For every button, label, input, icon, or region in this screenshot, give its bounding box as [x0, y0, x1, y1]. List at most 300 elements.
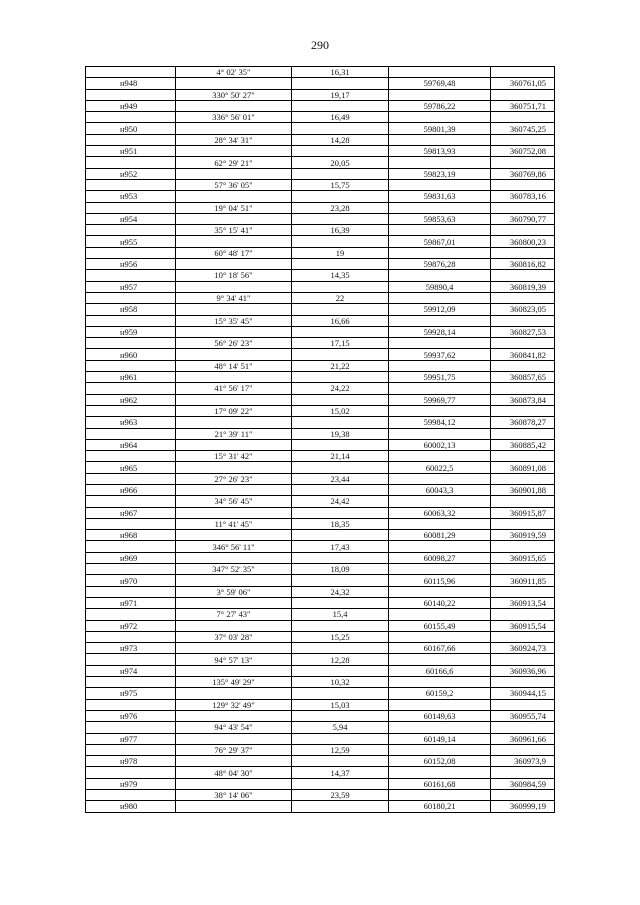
segment-row [86, 722, 555, 733]
cell-angle [176, 326, 292, 337]
cell-angle [176, 552, 292, 563]
segment-row [86, 67, 555, 78]
cell-dist [292, 597, 389, 608]
cell-y [491, 518, 555, 529]
cell-dist [292, 78, 389, 89]
cell-y: 360752,08 [491, 146, 555, 157]
cell-name: н971 [86, 597, 176, 608]
cell-y: 360769,86 [491, 168, 555, 179]
cell-y: 360924,73 [491, 643, 555, 654]
point-row [86, 643, 555, 654]
segment-row [86, 677, 555, 688]
cell-dist: 24,32 [292, 586, 389, 597]
cell-x: 60115,96 [389, 575, 491, 586]
cell-y [491, 338, 555, 349]
cell-x [389, 89, 491, 100]
cell-y [491, 157, 555, 168]
cell-name: н955 [86, 236, 176, 247]
cell-dist: 18,09 [292, 564, 389, 575]
cell-x: 59890,4 [389, 281, 491, 292]
point-row [86, 78, 555, 89]
cell-y: 360800,23 [491, 236, 555, 247]
cell-dist: 15,4 [292, 609, 389, 620]
cell-name: н950 [86, 123, 176, 134]
cell-y [491, 451, 555, 462]
cell-name: н960 [86, 349, 176, 360]
cell-dist: 16,39 [292, 225, 389, 236]
cell-y [491, 428, 555, 439]
cell-name: н963 [86, 417, 176, 428]
cell-y: 360790,77 [491, 213, 555, 224]
segment-row [86, 338, 555, 349]
cell-x [389, 270, 491, 281]
cell-angle: 56° 26' 23" [176, 338, 292, 349]
point-row [86, 123, 555, 134]
cell-x [389, 202, 491, 213]
cell-name [86, 518, 176, 529]
cell-x [389, 767, 491, 778]
cell-y: 360891,08 [491, 462, 555, 473]
point-row [86, 417, 555, 428]
cell-y [491, 89, 555, 100]
cell-angle: 336° 56' 01" [176, 112, 292, 123]
cell-name [86, 564, 176, 575]
point-row [86, 801, 555, 812]
cell-dist [292, 710, 389, 721]
cell-angle: 129° 32' 49" [176, 699, 292, 710]
cell-y: 360944,15 [491, 688, 555, 699]
cell-y [491, 767, 555, 778]
cell-dist: 17,43 [292, 541, 389, 552]
cell-name [86, 699, 176, 710]
cell-y: 360936,96 [491, 665, 555, 676]
cell-angle: 34° 56' 45" [176, 496, 292, 507]
cell-dist [292, 484, 389, 495]
cell-name: н972 [86, 620, 176, 631]
cell-y: 360984,59 [491, 778, 555, 789]
cell-name [86, 67, 176, 78]
cell-dist: 14,35 [292, 270, 389, 281]
cell-dist: 12,59 [292, 744, 389, 755]
cell-x: 60152,08 [389, 756, 491, 767]
cell-x [389, 654, 491, 665]
cell-angle [176, 688, 292, 699]
cell-dist [292, 146, 389, 157]
cell-angle: 15° 35' 45" [176, 315, 292, 326]
cell-x: 59984,12 [389, 417, 491, 428]
cell-angle [176, 801, 292, 812]
cell-x [389, 722, 491, 733]
cell-x: 59937,62 [389, 349, 491, 360]
cell-y: 360878,27 [491, 417, 555, 428]
cell-angle: 3° 59' 06" [176, 586, 292, 597]
cell-angle [176, 733, 292, 744]
cell-x [389, 67, 491, 78]
point-row [86, 372, 555, 383]
cell-angle: 57° 36' 05" [176, 179, 292, 190]
segment-row [86, 315, 555, 326]
cell-name: н964 [86, 439, 176, 450]
cell-dist: 15,03 [292, 699, 389, 710]
cell-dist [292, 259, 389, 270]
cell-dist: 21,22 [292, 360, 389, 371]
cell-y [491, 270, 555, 281]
cell-angle: 10° 18' 56" [176, 270, 292, 281]
point-row [86, 778, 555, 789]
segment-row [86, 609, 555, 620]
segment-row [86, 767, 555, 778]
cell-x: 59769,48 [389, 78, 491, 89]
point-row [86, 484, 555, 495]
cell-name: н969 [86, 552, 176, 563]
segment-row [86, 157, 555, 168]
cell-name: н979 [86, 778, 176, 789]
cell-y: 360857,65 [491, 372, 555, 383]
cell-x: 60002,13 [389, 439, 491, 450]
cell-dist: 14,28 [292, 134, 389, 145]
cell-y: 360761,05 [491, 78, 555, 89]
cell-y [491, 654, 555, 665]
point-row [86, 146, 555, 157]
cell-x: 59928,14 [389, 326, 491, 337]
segment-row [86, 564, 555, 575]
cell-name [86, 654, 176, 665]
cell-name: н967 [86, 507, 176, 518]
cell-dist [292, 191, 389, 202]
cell-dist [292, 304, 389, 315]
cell-name: н948 [86, 78, 176, 89]
cell-name [86, 247, 176, 258]
cell-x: 60161,68 [389, 778, 491, 789]
cell-x [389, 157, 491, 168]
cell-y [491, 541, 555, 552]
segment-row [86, 473, 555, 484]
cell-angle: 41° 56' 17" [176, 383, 292, 394]
cell-y: 360816,82 [491, 259, 555, 270]
cell-dist: 16,31 [292, 67, 389, 78]
cell-dist: 16,66 [292, 315, 389, 326]
cell-x [389, 383, 491, 394]
cell-dist: 22 [292, 292, 389, 303]
cell-y: 360823,05 [491, 304, 555, 315]
point-row [86, 620, 555, 631]
cell-name: н968 [86, 530, 176, 541]
cell-y [491, 586, 555, 597]
cell-name: н952 [86, 168, 176, 179]
segment-row [86, 134, 555, 145]
cell-x [389, 473, 491, 484]
cell-dist [292, 123, 389, 134]
point-row [86, 733, 555, 744]
cell-name [86, 405, 176, 416]
cell-y: 360827,53 [491, 326, 555, 337]
cell-angle [176, 146, 292, 157]
cell-dist [292, 462, 389, 473]
cell-x: 59876,28 [389, 259, 491, 270]
point-row [86, 710, 555, 721]
cell-angle [176, 575, 292, 586]
segment-row [86, 428, 555, 439]
cell-dist [292, 665, 389, 676]
cell-name [86, 134, 176, 145]
point-row [86, 462, 555, 473]
cell-y [491, 179, 555, 190]
cell-dist [292, 417, 389, 428]
cell-dist [292, 213, 389, 224]
cell-x: 59951,75 [389, 372, 491, 383]
cell-y: 360973,9 [491, 756, 555, 767]
point-row [86, 213, 555, 224]
segment-row [86, 405, 555, 416]
cell-angle: 94° 43' 54" [176, 722, 292, 733]
cell-angle [176, 462, 292, 473]
cell-dist [292, 530, 389, 541]
point-row [86, 100, 555, 111]
cell-name [86, 225, 176, 236]
cell-name: н973 [86, 643, 176, 654]
cell-y [491, 315, 555, 326]
cell-y: 360911,85 [491, 575, 555, 586]
cell-x [389, 609, 491, 620]
cell-y [491, 677, 555, 688]
cell-name [86, 428, 176, 439]
cell-dist: 14,37 [292, 767, 389, 778]
cell-angle: 62° 29' 21" [176, 157, 292, 168]
point-row [86, 688, 555, 699]
cell-y [491, 722, 555, 733]
cell-dist [292, 778, 389, 789]
point-row [86, 756, 555, 767]
cell-y [491, 202, 555, 213]
cell-angle: 48° 14' 51" [176, 360, 292, 371]
cell-name [86, 112, 176, 123]
point-row [86, 575, 555, 586]
cell-y [491, 383, 555, 394]
segment-row [86, 89, 555, 100]
cell-angle [176, 281, 292, 292]
cell-name: н951 [86, 146, 176, 157]
segment-row [86, 586, 555, 597]
cell-dist [292, 688, 389, 699]
cell-angle: 330° 50' 27" [176, 89, 292, 100]
cell-x [389, 292, 491, 303]
cell-y: 360919,59 [491, 530, 555, 541]
cell-angle: 11° 41' 45" [176, 518, 292, 529]
cell-name: н975 [86, 688, 176, 699]
cell-x: 59831,63 [389, 191, 491, 202]
cell-y [491, 473, 555, 484]
cell-dist [292, 439, 389, 450]
cell-name [86, 292, 176, 303]
cell-x: 60098,27 [389, 552, 491, 563]
cell-y [491, 292, 555, 303]
cell-y: 360913,54 [491, 597, 555, 608]
cell-y [491, 67, 555, 78]
cell-x [389, 518, 491, 529]
cell-name: н961 [86, 372, 176, 383]
cell-angle: 60° 48' 17" [176, 247, 292, 258]
cell-angle [176, 756, 292, 767]
cell-x [389, 315, 491, 326]
cell-x: 60022,5 [389, 462, 491, 473]
cell-dist: 5,94 [292, 722, 389, 733]
cell-x [389, 134, 491, 145]
cell-name [86, 767, 176, 778]
cell-angle: 17° 09' 22" [176, 405, 292, 416]
cell-name: н970 [86, 575, 176, 586]
cell-y: 360819,39 [491, 281, 555, 292]
cell-dist [292, 643, 389, 654]
cell-y [491, 564, 555, 575]
cell-dist: 19,38 [292, 428, 389, 439]
cell-x: 60155,49 [389, 620, 491, 631]
cell-angle [176, 213, 292, 224]
segment-row [86, 654, 555, 665]
cell-x [389, 790, 491, 801]
segment-row [86, 202, 555, 213]
cell-dist: 12,28 [292, 654, 389, 665]
cell-dist [292, 756, 389, 767]
cell-name [86, 179, 176, 190]
point-row [86, 665, 555, 676]
cell-dist [292, 100, 389, 111]
cell-x [389, 360, 491, 371]
cell-y: 360751,71 [491, 100, 555, 111]
cell-y: 360885,42 [491, 439, 555, 450]
cell-dist: 24,42 [292, 496, 389, 507]
cell-x: 60159,2 [389, 688, 491, 699]
cell-name [86, 338, 176, 349]
cell-x [389, 338, 491, 349]
cell-dist: 15,02 [292, 405, 389, 416]
cell-angle: 347° 52' 35" [176, 564, 292, 575]
point-row [86, 281, 555, 292]
cell-angle [176, 304, 292, 315]
cell-y [491, 609, 555, 620]
cell-angle: 48° 04' 30" [176, 767, 292, 778]
cell-x [389, 112, 491, 123]
point-row [86, 439, 555, 450]
cell-angle [176, 123, 292, 134]
cell-x [389, 699, 491, 710]
cell-dist: 20,05 [292, 157, 389, 168]
cell-dist [292, 394, 389, 405]
cell-y: 360901,88 [491, 484, 555, 495]
cell-name: н953 [86, 191, 176, 202]
cell-dist [292, 552, 389, 563]
cell-angle [176, 78, 292, 89]
cell-dist [292, 349, 389, 360]
point-row [86, 597, 555, 608]
cell-y: 360999,19 [491, 801, 555, 812]
cell-angle [176, 259, 292, 270]
cell-dist [292, 168, 389, 179]
cell-angle [176, 643, 292, 654]
cell-y [491, 405, 555, 416]
cell-name: н965 [86, 462, 176, 473]
cell-dist: 23,44 [292, 473, 389, 484]
point-row [86, 236, 555, 247]
cell-x [389, 677, 491, 688]
cell-angle: 346° 56' 11" [176, 541, 292, 552]
cell-name: н957 [86, 281, 176, 292]
cell-name: н966 [86, 484, 176, 495]
cell-name: н959 [86, 326, 176, 337]
cell-y [491, 247, 555, 258]
segment-row [86, 292, 555, 303]
cell-x [389, 496, 491, 507]
cell-name [86, 790, 176, 801]
cell-angle: 94° 57' 13" [176, 654, 292, 665]
cell-x [389, 247, 491, 258]
cell-name [86, 89, 176, 100]
segment-row [86, 496, 555, 507]
cell-angle: 76° 29' 37" [176, 744, 292, 755]
cell-y [491, 631, 555, 642]
point-row [86, 168, 555, 179]
cell-x: 59912,09 [389, 304, 491, 315]
cell-name [86, 677, 176, 688]
cell-dist: 21,14 [292, 451, 389, 462]
cell-angle: 135° 49' 29" [176, 677, 292, 688]
cell-dist: 19,17 [292, 89, 389, 100]
cell-angle: 7° 27' 43" [176, 609, 292, 620]
cell-y: 360961,66 [491, 733, 555, 744]
cell-name: н949 [86, 100, 176, 111]
cell-name: н958 [86, 304, 176, 315]
point-row [86, 349, 555, 360]
coordinates-table [85, 66, 555, 813]
point-row [86, 552, 555, 563]
cell-dist [292, 372, 389, 383]
cell-name: н978 [86, 756, 176, 767]
point-row [86, 304, 555, 315]
cell-dist: 18,35 [292, 518, 389, 529]
cell-name: н962 [86, 394, 176, 405]
cell-y [491, 496, 555, 507]
cell-dist [292, 733, 389, 744]
segment-row [86, 451, 555, 462]
cell-angle [176, 507, 292, 518]
cell-x: 60166,6 [389, 665, 491, 676]
cell-dist: 23,59 [292, 790, 389, 801]
cell-angle [176, 439, 292, 450]
point-row [86, 394, 555, 405]
cell-dist: 19 [292, 247, 389, 258]
cell-angle [176, 778, 292, 789]
cell-name [86, 202, 176, 213]
cell-y: 360783,16 [491, 191, 555, 202]
cell-x [389, 631, 491, 642]
cell-angle: 4° 02' 35" [176, 67, 292, 78]
cell-name [86, 722, 176, 733]
cell-angle: 35° 15' 41" [176, 225, 292, 236]
cell-name [86, 157, 176, 168]
cell-y: 360915,65 [491, 552, 555, 563]
cell-angle [176, 417, 292, 428]
cell-angle [176, 597, 292, 608]
cell-x: 60140,22 [389, 597, 491, 608]
cell-name [86, 541, 176, 552]
cell-angle: 37° 03' 28" [176, 631, 292, 642]
cell-angle: 9° 34' 41" [176, 292, 292, 303]
cell-x [389, 225, 491, 236]
cell-y [491, 699, 555, 710]
point-row [86, 507, 555, 518]
cell-dist: 17,15 [292, 338, 389, 349]
cell-y [491, 360, 555, 371]
cell-x: 59813,93 [389, 146, 491, 157]
